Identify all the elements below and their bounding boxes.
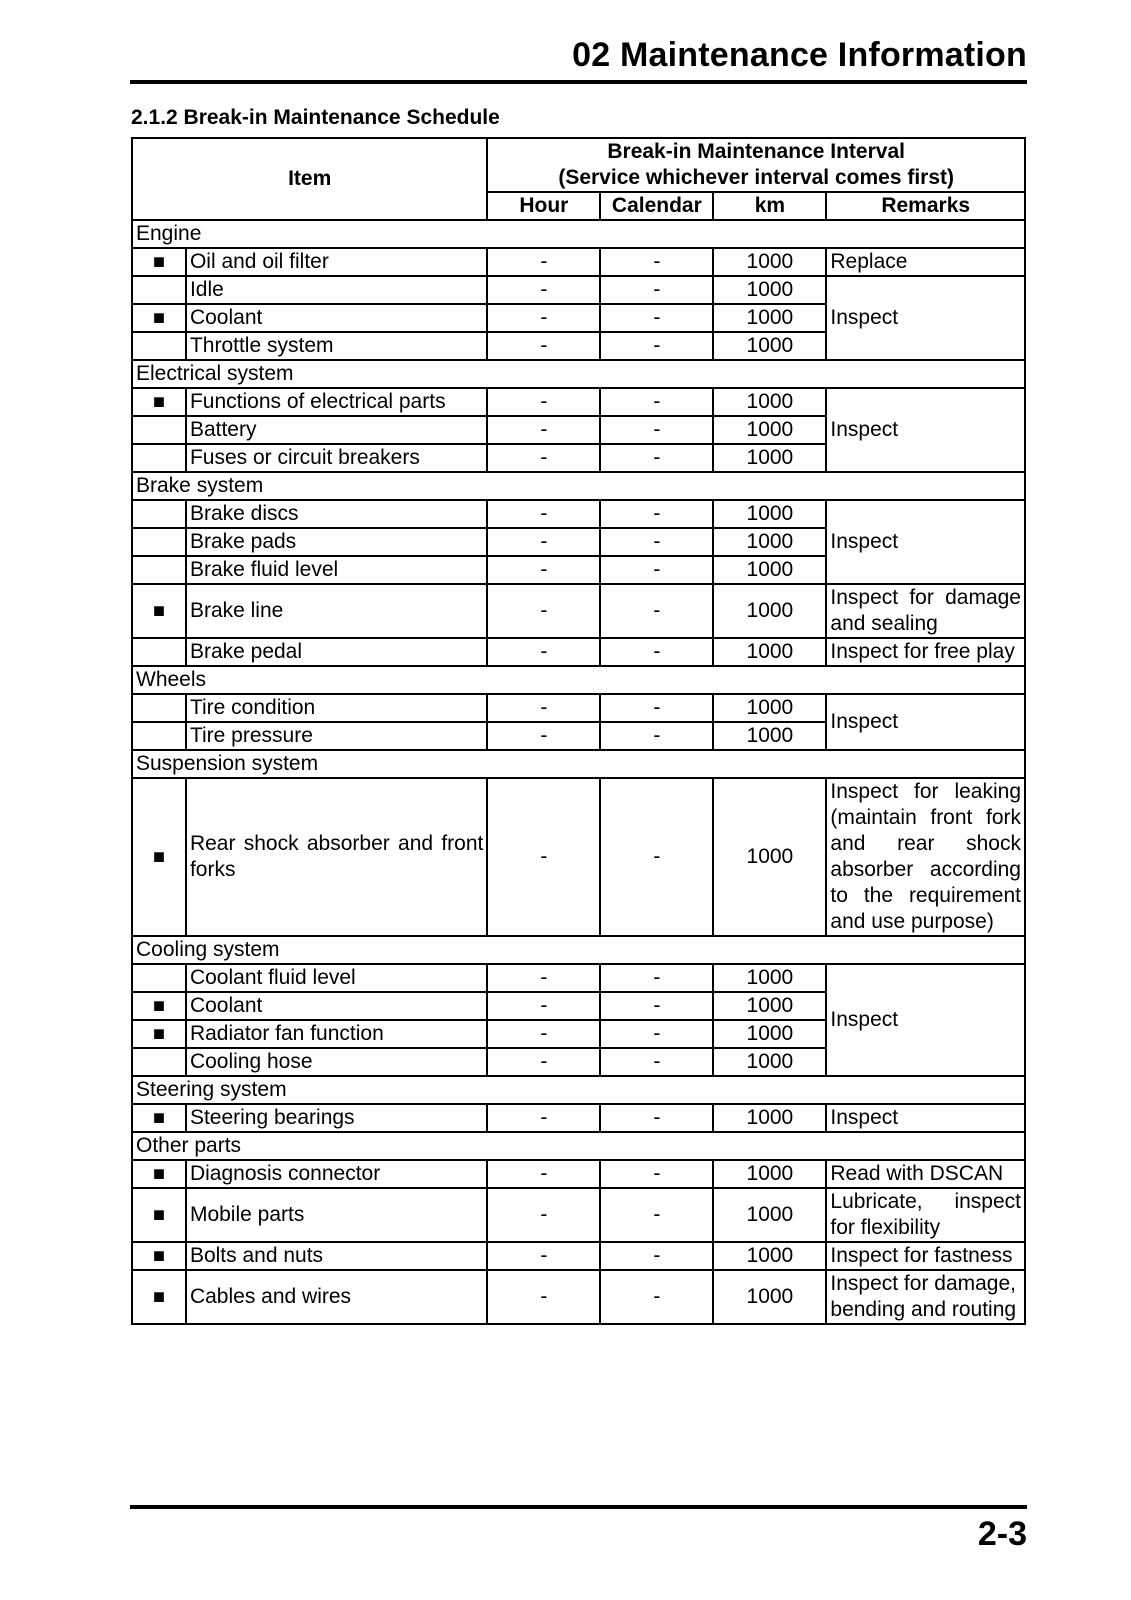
page-number: 2-3 (977, 1515, 1027, 1553)
calendar-cell: - (600, 1242, 713, 1270)
bullet-mark: ■ (132, 304, 186, 332)
item-cell: Rear shock absorber and front forks (186, 778, 487, 936)
calendar-cell: - (600, 992, 713, 1020)
hour-cell: - (487, 1020, 600, 1048)
remarks-cell: Inspect (826, 388, 1025, 472)
km-cell: 1000 (713, 556, 826, 584)
table-row (132, 694, 1025, 722)
group-row-brake (132, 472, 1025, 500)
table-row (132, 638, 1025, 666)
item-cell: Functions of electrical parts (186, 388, 487, 416)
hour-cell: - (487, 1270, 600, 1324)
remarks-cell: Inspect (826, 276, 1025, 360)
group-label: Wheels (132, 666, 1025, 694)
bullet-mark (132, 638, 186, 666)
hour-cell: - (487, 1048, 600, 1076)
group-row-wheels (132, 666, 1025, 694)
km-cell: 1000 (713, 1188, 826, 1242)
table-row (132, 1104, 1025, 1132)
hour-cell: - (487, 304, 600, 332)
bullet-mark: ■ (132, 1104, 186, 1132)
group-row-cooling (132, 936, 1025, 964)
remarks-cell: Read with DSCAN (826, 1160, 1025, 1188)
remarks-cell: Inspect (826, 964, 1025, 1076)
calendar-cell: - (600, 1020, 713, 1048)
item-cell: Brake pads (186, 528, 487, 556)
hour-cell: - (487, 528, 600, 556)
km-cell: 1000 (713, 1270, 826, 1324)
hour-cell: - (487, 1188, 600, 1242)
km-cell: 1000 (713, 332, 826, 360)
bullet-mark: ■ (132, 1020, 186, 1048)
km-column-header: km (713, 192, 826, 220)
item-cell: Diagnosis connector (186, 1160, 487, 1188)
calendar-cell: - (600, 694, 713, 722)
km-cell: 1000 (713, 444, 826, 472)
item-cell: Brake line (186, 584, 487, 638)
km-cell: 1000 (713, 964, 826, 992)
bullet-mark: ■ (132, 778, 186, 936)
calendar-cell: - (600, 1270, 713, 1324)
header-row-1 (132, 138, 1025, 192)
bullet-mark: ■ (132, 992, 186, 1020)
calendar-cell: - (600, 964, 713, 992)
group-row-electrical (132, 360, 1025, 388)
table-row (132, 964, 1025, 992)
hour-column-header: Hour (487, 192, 600, 220)
table-row (132, 276, 1025, 304)
maintenance-schedule-table (131, 137, 1026, 1325)
calendar-cell: - (600, 248, 713, 276)
remarks-cell: Inspect for leaking (maintain front fork and rear shock absorber according to the requirement and use purpose) (826, 778, 1025, 936)
item-cell: Throttle system (186, 332, 487, 360)
calendar-cell: - (600, 584, 713, 638)
item-cell: Tire condition (186, 694, 487, 722)
km-cell: 1000 (713, 584, 826, 638)
remarks-cell: Replace (826, 248, 1025, 276)
remarks-cell: Inspect for fastness (826, 1242, 1025, 1270)
calendar-cell: - (600, 1048, 713, 1076)
item-cell: Fuses or circuit breakers (186, 444, 487, 472)
item-column-header: Item (132, 138, 487, 220)
group-label: Engine (132, 220, 1025, 248)
table-row (132, 778, 1025, 936)
page-title: 02 Maintenance Information (572, 36, 1027, 74)
hour-cell: - (487, 388, 600, 416)
bullet-mark (132, 1048, 186, 1076)
hour-cell: - (487, 1160, 600, 1188)
bullet-mark: ■ (132, 388, 186, 416)
item-cell: Mobile parts (186, 1188, 487, 1242)
bullet-mark (132, 964, 186, 992)
table-row (132, 1270, 1025, 1324)
calendar-cell: - (600, 1104, 713, 1132)
group-label: Steering system (132, 1076, 1025, 1104)
calendar-cell: - (600, 1160, 713, 1188)
table-row (132, 1242, 1025, 1270)
hour-cell: - (487, 584, 600, 638)
calendar-column-header: Calendar (600, 192, 713, 220)
hour-cell: - (487, 248, 600, 276)
section-title: 2.1.2 Break-in Maintenance Schedule (131, 106, 500, 129)
calendar-cell: - (600, 778, 713, 936)
item-cell: Oil and oil filter (186, 248, 487, 276)
bullet-mark: ■ (132, 1160, 186, 1188)
bullet-mark (132, 722, 186, 750)
hour-cell: - (487, 332, 600, 360)
hour-cell: - (487, 964, 600, 992)
calendar-cell: - (600, 276, 713, 304)
calendar-cell: - (600, 500, 713, 528)
group-row-engine (132, 220, 1025, 248)
group-row-other (132, 1132, 1025, 1160)
remarks-cell: Inspect (826, 1104, 1025, 1132)
hour-cell: - (487, 638, 600, 666)
remarks-cell: Inspect for damage, bending and routing (826, 1270, 1025, 1324)
km-cell: 1000 (713, 528, 826, 556)
item-cell: Cooling hose (186, 1048, 487, 1076)
item-cell: Bolts and nuts (186, 1242, 487, 1270)
table-row (132, 1160, 1025, 1188)
km-cell: 1000 (713, 500, 826, 528)
calendar-cell: - (600, 304, 713, 332)
remarks-cell: Lubricate, inspect for flexibility (826, 1188, 1025, 1242)
bullet-mark: ■ (132, 1188, 186, 1242)
hour-cell: - (487, 500, 600, 528)
km-cell: 1000 (713, 248, 826, 276)
remarks-cell: Inspect (826, 500, 1025, 584)
hour-cell: - (487, 1104, 600, 1132)
item-cell: Brake discs (186, 500, 487, 528)
km-cell: 1000 (713, 304, 826, 332)
item-cell: Brake pedal (186, 638, 487, 666)
hour-cell: - (487, 416, 600, 444)
km-cell: 1000 (713, 416, 826, 444)
bullet-mark (132, 500, 186, 528)
item-cell: Coolant fluid level (186, 964, 487, 992)
calendar-cell: - (600, 722, 713, 750)
item-cell: Radiator fan function (186, 1020, 487, 1048)
remarks-cell: Inspect for damage and sealing (826, 584, 1025, 638)
km-cell: 1000 (713, 1020, 826, 1048)
group-label: Suspension system (132, 750, 1025, 778)
table-row (132, 584, 1025, 638)
km-cell: 1000 (713, 722, 826, 750)
remarks-cell: Inspect for free play (826, 638, 1025, 666)
table-row (132, 500, 1025, 528)
km-cell: 1000 (713, 778, 826, 936)
calendar-cell: - (600, 332, 713, 360)
bullet-mark (132, 694, 186, 722)
remarks-column-header: Remarks (826, 192, 1025, 220)
calendar-cell: - (600, 638, 713, 666)
bullet-mark (132, 276, 186, 304)
km-cell: 1000 (713, 1048, 826, 1076)
hour-cell: - (487, 444, 600, 472)
bullet-mark (132, 332, 186, 360)
table-row (132, 1188, 1025, 1242)
km-cell: 1000 (713, 1160, 826, 1188)
hour-cell: - (487, 556, 600, 584)
km-cell: 1000 (713, 638, 826, 666)
calendar-cell: - (600, 528, 713, 556)
bullet-mark: ■ (132, 584, 186, 638)
group-label: Cooling system (132, 936, 1025, 964)
group-row-suspension (132, 750, 1025, 778)
group-label: Electrical system (132, 360, 1025, 388)
bullet-mark (132, 556, 186, 584)
item-cell: Idle (186, 276, 487, 304)
bullet-mark (132, 528, 186, 556)
header-rule (130, 80, 1027, 84)
interval-header-line2: (Service whichever interval comes first) (558, 166, 955, 189)
interval-header-line1: Break-in Maintenance Interval (607, 140, 905, 163)
km-cell: 1000 (713, 388, 826, 416)
calendar-cell: - (600, 556, 713, 584)
hour-cell: - (487, 722, 600, 750)
hour-cell: - (487, 694, 600, 722)
calendar-cell: - (600, 444, 713, 472)
calendar-cell: - (600, 416, 713, 444)
footer-rule (130, 1505, 1027, 1509)
hour-cell: - (487, 276, 600, 304)
bullet-mark: ■ (132, 1270, 186, 1324)
bullet-mark (132, 444, 186, 472)
km-cell: 1000 (713, 276, 826, 304)
bullet-mark: ■ (132, 248, 186, 276)
hour-cell: - (487, 1242, 600, 1270)
table-row (132, 248, 1025, 276)
interval-header (487, 138, 1025, 192)
item-cell: Steering bearings (186, 1104, 487, 1132)
item-cell: Brake fluid level (186, 556, 487, 584)
group-label: Other parts (132, 1132, 1025, 1160)
group-label: Brake system (132, 472, 1025, 500)
calendar-cell: - (600, 388, 713, 416)
item-cell: Tire pressure (186, 722, 487, 750)
bullet-mark (132, 416, 186, 444)
km-cell: 1000 (713, 694, 826, 722)
hour-cell: - (487, 992, 600, 1020)
calendar-cell: - (600, 1188, 713, 1242)
item-cell: Cables and wires (186, 1270, 487, 1324)
km-cell: 1000 (713, 992, 826, 1020)
item-cell: Coolant (186, 992, 487, 1020)
remarks-cell: Inspect (826, 694, 1025, 750)
km-cell: 1000 (713, 1104, 826, 1132)
group-row-steering (132, 1076, 1025, 1104)
km-cell: 1000 (713, 1242, 826, 1270)
bullet-mark: ■ (132, 1242, 186, 1270)
table-row (132, 388, 1025, 416)
item-cell: Coolant (186, 304, 487, 332)
item-cell: Battery (186, 416, 487, 444)
hour-cell: - (487, 778, 600, 936)
